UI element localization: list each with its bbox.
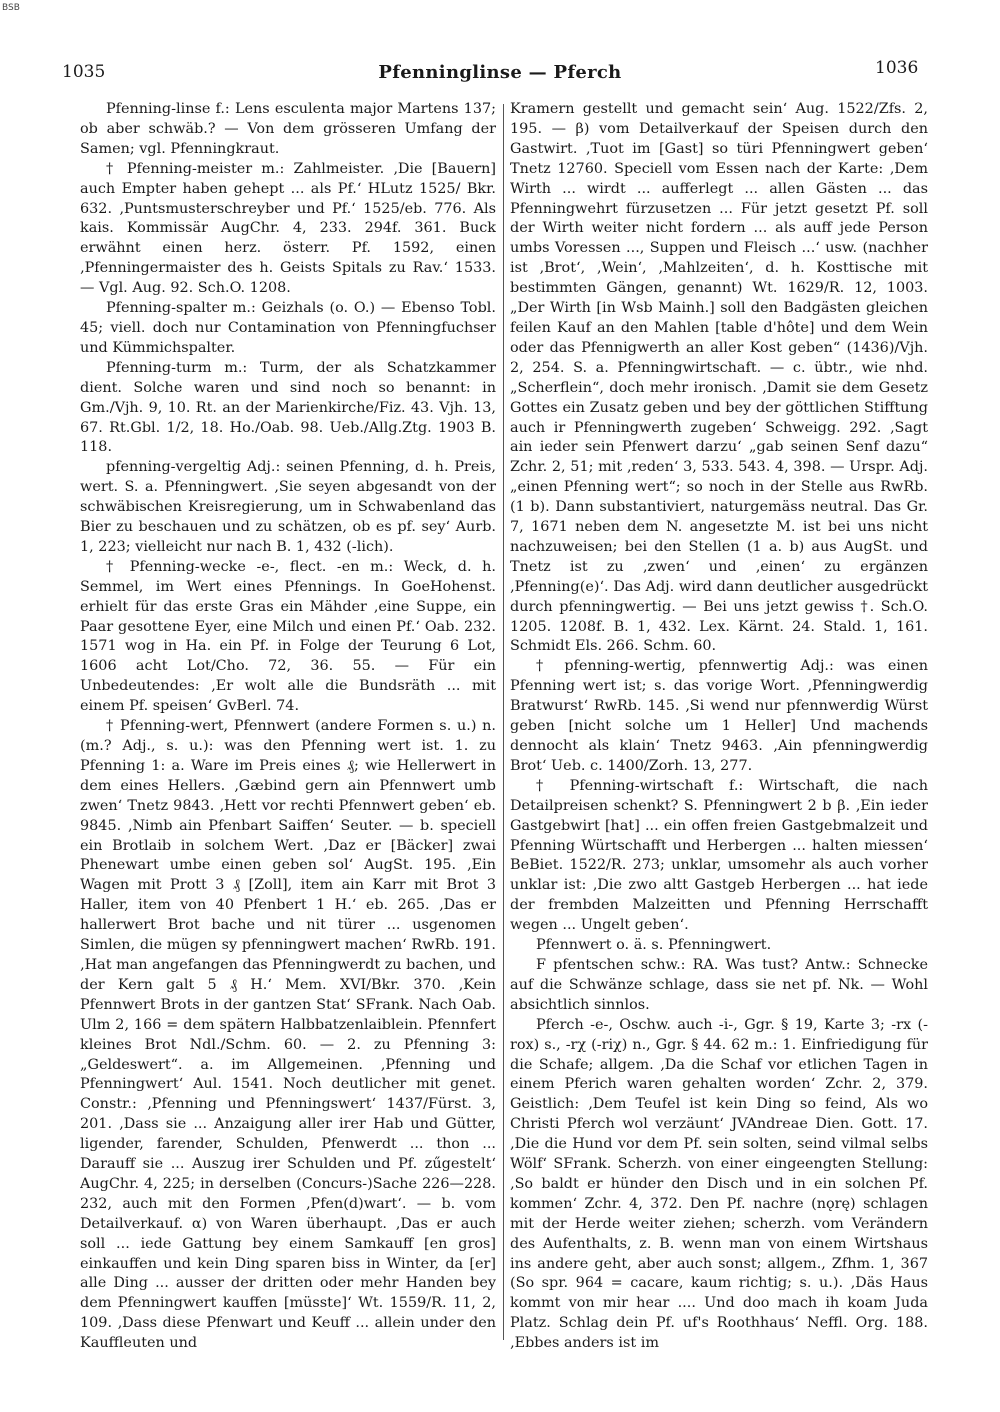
entry-pfenning-wertig: † pfenning-wertig, pfennwertig Adj.: was einen Pfenning wert ist; s. das vorige Wort. ‚Pfenningwerdig Bratwurst‘ RwRb. 145. ‚Si wend nur pfennwerdig Würst geben [nicht solche um 1 Heller] Und machends dennocht als klain‘ Tnetz 9463. ‚Ain pfenningwerdig Brot‘ Ueb. c. 1400/Zorh. 13, 277. xyxy=(510,658,928,774)
entry-pfenning-spalter: Pfenning-spalter m.: Geizhals (o. O.) — Ebenso Tobl. 45; viell. doch nur Contamination von Pfenningfuchser und Kümmichspalter. xyxy=(80,300,496,356)
entry-pfenning-wirtschaft: † Pfenning-wirtschaft f.: Wirtschaft, die nach Detailpreisen schenkt? S. Pfenningwert 2 b β. ‚Ein ieder Gastgebwirt [hat] ... ein offen freien Gastgebmalzeit und Pfenning Würtschafft und Herbergen ... halten miessen‘ BeBiet. 1522/R. 273; unklar, umsomehr als auch vorher unklar ist: ‚Die zwo altt Gastgeb Herbergen ... hat iede der frembden Malzeitten und Pfenning Herrschafft wegen ... Ungelt geben‘. xyxy=(510,777,928,934)
entry-pfennwert: Pfennwert o. ä. s. Pfenningwert. xyxy=(536,937,772,954)
left-column xyxy=(80,100,496,1400)
entry-pfenning-vergeltig: pfenning-vergeltig Adj.: seinen Pfenning, d. h. Preis, wert. S. a. Pfenningwert. ‚Sie seyen abgesandt von der schwäbischen Kreisregierung, um in Schwabenland das Bier zu beschauen und zu schätzen, ob es pf. sey‘ Aurb. 1, 223; vielleicht nur nach B. 1, 432 (-lich). xyxy=(80,459,496,555)
entry-pfenning-meister: † Pfenning-meister m.: Zahlmeister. ‚Die [Bauern] auch Empter haben gehept ... als Pf.‘ HLutz 1525/ Bkr. 632. ‚Puntsmusterschreyber und Pf.‘ 1525/eb. 776. Als kais. Kommissär AugChr. 4, 233. 294f. 361. Buck erwähnt einen herz. österr. Pf. 1592, einen ‚Pfenningermaister des h. Geists Spitals zu Rav.‘ 1533. — Vgl. Aug. 92. Sch.O. 1208. xyxy=(80,160,496,297)
column-divider xyxy=(503,104,504,1340)
entry-pfenning-wert-continued: Kramern gestellt und gemacht sein‘ Aug. 1522/Zfs. 2, 195. — β) vom Detailverkauf der Speisen durch den Gastwirt. ‚Tuot im [Gast] so türi Pfenningwert geben‘ Tnetz 12760. Speciell vom Essen nach der Karte: ‚Dem Wirth ... wirdt ... aufferlegt ... allen Gästen ... das Pfenningwehrt fürzusetzen ... Für jetzt gesetzt Pf. soll der Wirth weiter nicht fordern ... als auff jede Person umbs Voressen ..., Suppen und Fleisch ...‘ usw. (nachher ist ‚Brot‘, ‚Wein‘, ‚Mahlzeiten‘, d. h. Kosttische mit bestimmten Gängen, genannt) Wt. 1629/R. 12, 1003. „Der Wirth [in Wsb Mainh.] soll den Badgästen gleichen feilen Kauf an den Mahlen [table d'hôte] und dem Wein oder das Pfennigwerth an aller Kost geben“ (1436)/Vjh. 2, 254. S. a. Pfenningwirtschaft. — c. übtr., wie nhd. „Scherflein“, doch mehr ironisch. ‚Damit sie dem Gesetz Gottes ein Zusatz geben und bey der göttlichen Stifftung auch ir Pfenningwerth zugeben‘ Schweigg. 292. ‚Sagt ain ieder sein Pfenwert darzu‘ „gab seinen Senf dazu“ Zchr. 2, 51; mit ‚reden‘ 3, 533. 543. 4, 398. — Urspr. Adj. „einen Pfenning wert“; so noch in der Stelle aus RwRb. (1 b). Dann substantiviert, naturgemäss neutral. Das Gr. 7, 1671 neben dem N. angesetzte M. ist bei uns nicht nachzuweisen; bei den Stellen (1 a. b) aus AugSt. und Tnetz ist zu ‚zwen‘ und ‚einen‘ zu ergänzen ‚Pfenning(e)‘. Das Adj. wird dann deutlicher ausgedrückt durch pfenningwertig. — Bei uns jetzt gewiss †. Sch.O. 1205. 1208f. B. 1, 432. Lex. Kärnt. 24. Stald. 1, 161. Schmidt Els. 266. Schm. 60. xyxy=(510,101,928,655)
entry-pfenning-wert: † Pfenning-wert, Pfennwert (andere Formen s. u.) n. (m.? Adj., s. u.): was den Pfenning wert ist. 1. zu Pfenning 1: a. Ware im Preis eines ₰; wie Hellerwert in dem eines Hellers. ‚Gæbind gern ain Pfennwert umb zwen‘ Tnetz 9843. ‚Hett vor rechti Pfennwert geben‘ eb. 9845. ‚Nimb ain Pfenbart Saiffen‘ Seuter. — b. speciell ein Brotlaib in solchem Wert. ‚Daz er [Bäcker] zwai Phenewart umbe einen geben sol‘ AugSt. 195. ‚Ein Wagen mit Prott 3 ₰ [Zoll], item ain Karr mit Brot 3 Haller, item von 40 Pfenbert 1 H.‘ eb. 265. ‚Das er hallerwert Brot bache und nit türer ... usgenomen Simlen, die mügen sy pfenningwert machen‘ RwRb. 191. ‚Hat man angefangen das Pfenningwerdt zu bachen, und der Kern galt 5 ₰ H.‘ Mem. XVI/Bkr. 370. ‚Kein Pfennwert Brots in der gantzen Stat‘ SFrank. Nach Oab. Ulm 2, 166 = dem spätern Halbbatzenlaiblein. Pfennfert kleines Brot Ndl./Schm. 60. — 2. zu Pfenning 3: „Geldeswert“. a. im Allgemeinen. ‚Pfenning und Pfenningwert‘ Aul. 1541. Noch deutlicher mit genet. Constr.: ‚Pfenning und Pfenningswert‘ 1437/Fürst. 3, 201. ‚Dass sie ... Anzaigung aller irer Hab und Gütter, ligender, farender, Schulden, Pfenwerdt ... thon ... Darauff sie ... Auszug irer Schulden und Pf. zűgestelt‘ AugChr. 4, 225; in derselben (Concurs-)Sache 226—228. 232, auch mit den Formen ‚Pfen(d)wart‘. — b. vom Detailverkauf. α) von Waren überhaupt. ‚Das er auch soll ... iede Gattung bey einem Samkauff [en gros] einkauffen und kein Ding sparen biss in Winter, da [er] alle Ding ... ausser der dritten oder mehr Handen bey dem Pfenningwert kauffen [müsste]‘ Wt. 1559/R. 11, 2, 109. ‚Dass diese Pfenwart und Keuff ... allein under den Kauffleuten und xyxy=(80,718,496,1352)
page-number-right: 1036 xyxy=(875,58,919,78)
entry-pfenning-turm: Pfenning-turm m.: Turm, der als Schatzkammer dient. Solche waren und sind noch so benannt: in Gm./Vjh. 9, 10. Rt. an der Marienkirche/Fiz. 43. Vjh. 13, 67. Rt.Gbl. 1/2, 18. Ho./Oab. 98. Ueb./Allg.Ztg. 1903 B. 118. xyxy=(80,359,496,456)
entry-pfenning-linse: Pfenning-linse f.: Lens esculenta major Martens 137; ob aber schwäb.? — Von dem grösseren Umfang der Samen; vgl. Pfenningkraut. xyxy=(80,101,496,157)
library-stamp: BSB xyxy=(2,3,20,13)
running-title: Pfenninglinse — Pferch xyxy=(378,62,622,83)
entry-pfenning-wecke: † Pfenning-wecke -e-, flect. -en m.: Weck, d. h. Semmel, im Wert eines Pfennings. In GoeHohenst. erhielt für das erste Gras ein Mähder ‚eine Suppe, ein Paar gesottene Eyer, eine Milch und einen Pf.‘ Oab. 232. 1571 wog in Ha. ein Pf. in Folge der Teurung 6 Lot, 1606 acht Lot/Cho. 72, 36. 55. — Für ein Unbedeutendes: ‚Er wolt alle die Bundsräth ... mit einem Pf. speisen‘ GvBerl. 74. xyxy=(80,558,496,715)
entry-pferch: Pferch -e-, Oschw. auch -i-, Ggr. § 19, Karte 3; -rx (-rox) s., -rχ (-riχ) n., Ggr. § 44. 62 m.: 1. Einfriedigung für die Schafe; allgem. ‚Da die Schaf vor etlichen Tagen in einem Pferich waren gehalten worden‘ Zchr. 2, 379. Geistlich: ‚Dem Teufel ist kein Ding so feind, Als wo Christi Pferch wol verzäunt‘ JVAndreae Dien. Gott. 17. ‚Die die Hund vor dem Pf. sein solten, seind vilmal selbs Wölf‘ SFrank. Scherzh. von einer eingeengten Stellung: ‚So baldt er hünder den Disch und in ein solchen Pf. kommen‘ Zchr. 4, 372. Den Pf. nachre (nǫrę) schlagen mit der Herde weiter ziehen; scherzh. vom Verändern des Aufenthalts, z. B. wenn man von einem Wirtshaus ins andere geht, aber auch sonst; allgem., Zfhm. 1, 367 (So spr. 964 = cacare, kaum richtig; s. u.). ‚Däs Haus kommt von mir hear .... Und doo mach ih koam Juda Platz. Schlag dein Pf. uf's Roothhaus‘ Neffl. Org. 188. ‚Ebbes anders ist im xyxy=(510,1016,928,1352)
page-number-left: 1035 xyxy=(62,62,106,82)
entry-pfentschen: F pfentschen schw.: RA. Was tust? Antw.: Schnecke auf die Schwänze schlage, dass sie net pf. Nk. — Wohl absichtlich sinnlos. xyxy=(510,956,928,1013)
right-column xyxy=(510,100,928,1400)
